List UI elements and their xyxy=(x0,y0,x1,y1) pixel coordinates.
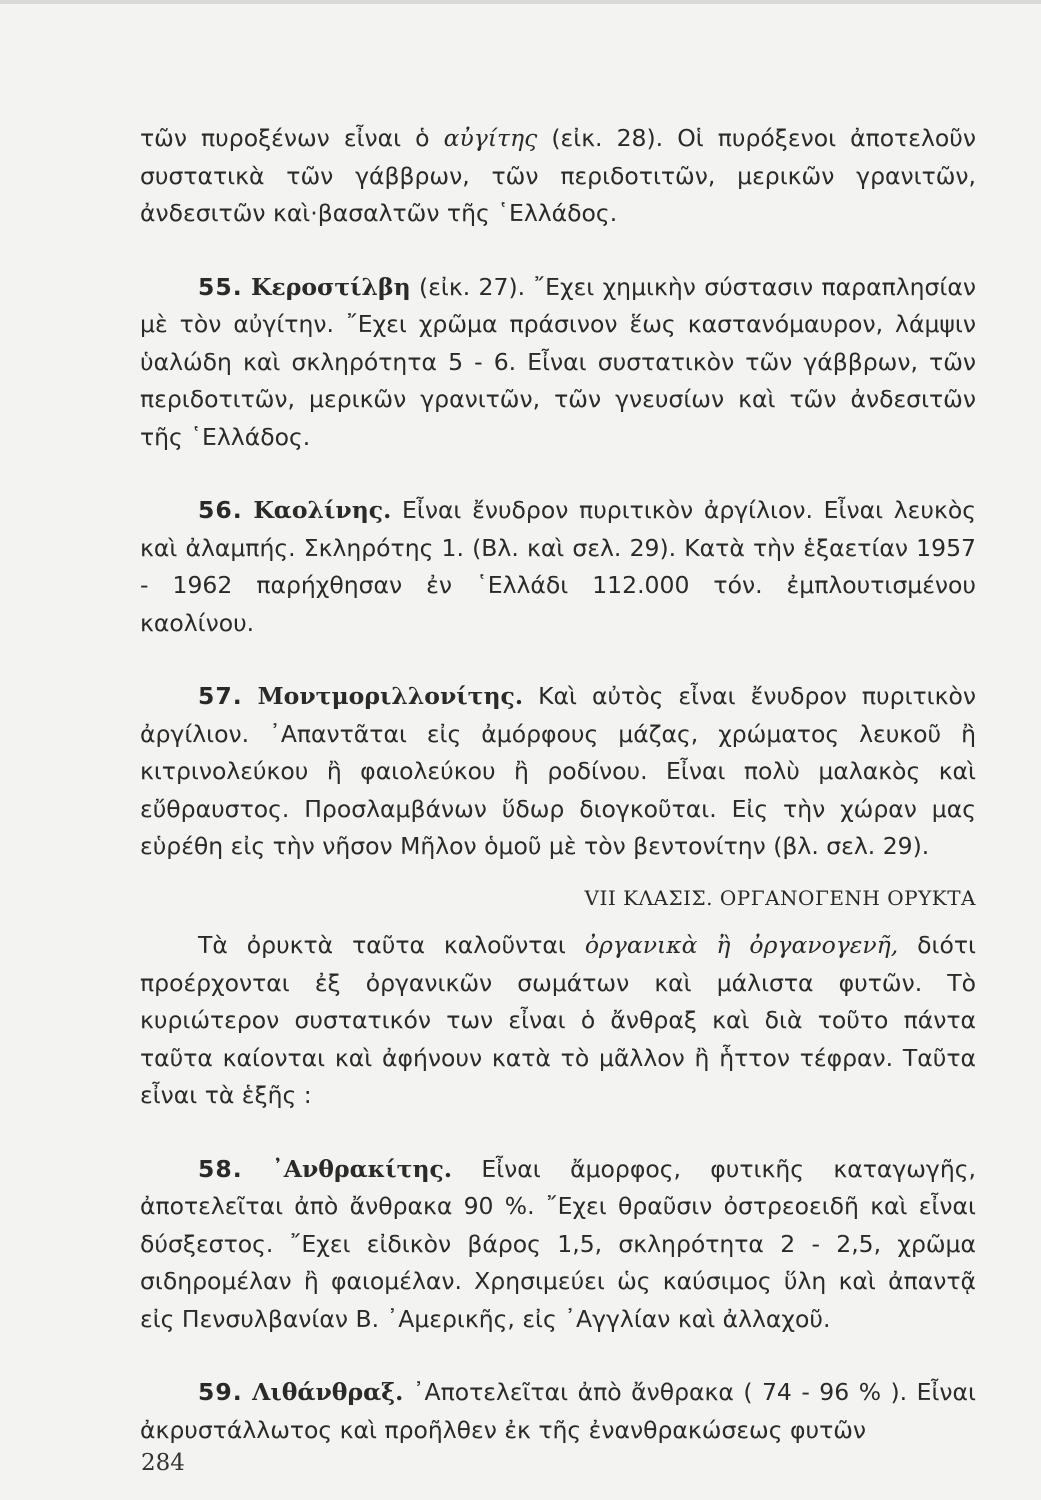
entry-text: Εἶναι ἔνυδρον πυριτικὸν ἀργίλιον. Εἶναι λευκὸς καὶ ἀλαμπής. Σκληρότης 1. (Βλ. καὶ σελ. 29). Κατὰ τὴν ἑξαετίαν 1957 - 1962 παρήχθησαν ἐν ῾Ελλάδι 112.000 τόν. ἐμπλουτισμένου καολίνου. xyxy=(140,496,976,637)
entry-term: Μοντμοριλλονίτης. xyxy=(257,682,524,710)
intro-post: (εἰκ. 28). Οἱ πυρόξενοι ἀποτελοῦν συστατικὰ τῶν γάββρων, τῶν περιδοτιτῶν, μερικῶν γρανιτῶν, ἀνδεσιτῶν καὶ·βασαλτῶν τῆς ῾Ελλάδος. xyxy=(140,124,976,227)
entry-55 xyxy=(140,269,976,457)
intro-term: αὐγίτης xyxy=(443,124,538,152)
entry-58 xyxy=(140,1151,976,1339)
entry-number: 59. xyxy=(198,1378,243,1406)
entry-text: Εἶναι ἄμορφος, φυτικῆς καταγωγῆς, ἀποτελεῖται ἀπὸ ἄνθρακα 90 %. ῎Εχει θραῦσιν ὀστρεοειδῆ καὶ εἶναι δύσξεστος. ῎Εχει εἰδικὸν βάρος 1,5, σκληρότητα 2 - 2,5, χρῶμα σιδηρομέλαν ἢ φαιομέλαν. Χρησιμεύει ὡς καύσιμος ὕλη καὶ ἀπαντᾷ εἰς Πενσυλβανίαν Β. ᾿Αμερικῆς, εἰς ᾿Αγγλίαν καὶ ἀλλαχοῦ. xyxy=(140,1154,976,1333)
section-post: διότι προέρχονται ἐξ ὀργανικῶν σωμάτων καὶ μάλιστα φυτῶν. Τὸ κυριώτερον συστατικόν των εἶναι ὁ ἄνθραξ καὶ διὰ τοῦτο πάντα ταῦτα καίονται καὶ ἀφήνουν κατὰ τὸ μᾶλλον ἢ ἧττον τέφραν. Ταῦτα εἶναι τὰ ἑξῆς : xyxy=(140,931,976,1109)
entry-number: 56. xyxy=(198,496,243,524)
section-term: ὀργανικὰ ἢ ὀργανογενῆ, xyxy=(584,931,899,959)
section-intro xyxy=(140,927,976,1115)
page-body xyxy=(140,120,976,1449)
entry-term: Λιθάνθραξ. xyxy=(252,1378,404,1406)
entry-text: ᾿Αποτελεῖται ἀπὸ ἄνθρακα ( 74 - 96 % ). Εἶναι ἀκρυστάλλωτος καὶ προῆλθεν ἐκ τῆς ἐνανθρακώσεως φυτῶν xyxy=(140,1378,976,1444)
entry-56 xyxy=(140,492,976,642)
entry-term: Κεροστίλβη xyxy=(251,272,411,301)
top-edge xyxy=(0,0,1041,4)
page-number: 284 xyxy=(141,1450,185,1476)
entry-number: 58. xyxy=(198,1154,243,1183)
entry-term: ᾿Ανθρακίτης. xyxy=(271,1154,453,1183)
intro-pre: τῶν πυροξένων εἶναι ὁ xyxy=(140,124,444,152)
section-pre: Τὰ ὀρυκτὰ ταῦτα καλοῦνται xyxy=(198,931,585,959)
entry-57 xyxy=(140,678,976,866)
entry-59 xyxy=(140,1374,976,1449)
intro-paragraph xyxy=(140,120,976,233)
entry-text: (εἰκ. 27). ῎Εχει χημικὴν σύστασιν παραπλησίαν μὲ τὸν αὐγίτην. ῎Εχει χρῶμα πράσινον ἕως καστανόμαυρον, λάμψιν ὑαλώδη καὶ σκληρότητα 5 - 6. Εἶναι συστατικὸν τῶν γάββρων, τῶν περιδοτιτῶν, μερικῶν γρανιτῶν, τῶν γνευσίων καὶ τῶν ἀνδεσιτῶν τῆς ῾Ελλάδος. xyxy=(140,272,976,451)
entry-term: Καολίνης. xyxy=(253,496,392,524)
entry-number: 57. xyxy=(198,682,243,710)
section-heading: VII ΚΛΑΣΙΣ. ΟΡΓΑΝΟΓΕΝΗ ΟΡΥΚΤΑ xyxy=(584,885,976,910)
entry-text: Καὶ αὐτὸς εἶναι ἔνυδρον πυριτικὸν ἀργίλιον. ᾿Απαντᾶται εἰς ἀμόρφους μάζας, χρώματος λευκοῦ ἢ κιτρινολεύκου ἢ φαιολεύκου ἢ ροδίνου. Εἶναι πολὺ μαλακὸς καὶ εὔθραυστος. Προσλαμβάνων ὕδωρ διογκοῦται. Εἰς τὴν χώραν μας εὑρέθη εἰς τὴν νῆσον Μῆλον ὁμοῦ μὲ τὸν βεντονίτην (βλ. σελ. 29). xyxy=(140,682,976,860)
entry-number: 55. xyxy=(198,272,243,301)
